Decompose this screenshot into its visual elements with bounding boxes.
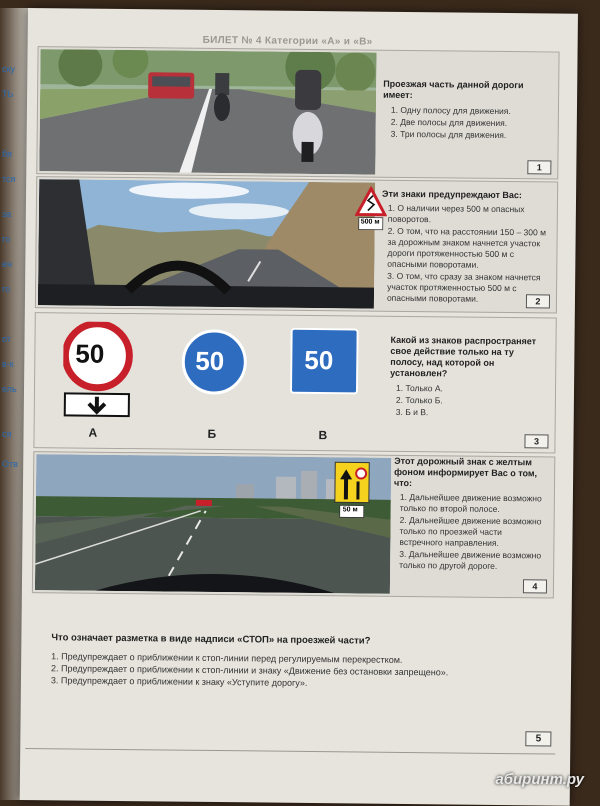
edge-fragment: тся <box>2 174 16 184</box>
edge-fragment: ску <box>2 64 16 74</box>
edge-fragment: бя <box>2 149 12 159</box>
edge-fragment: от <box>2 334 11 344</box>
answer-option[interactable]: 2. Только Б. <box>395 394 443 406</box>
sign-v <box>290 328 359 395</box>
answer-option[interactable]: 1. О наличии через 500 м опасных поворотов. <box>387 202 525 225</box>
distance-plate: 50 м <box>342 506 358 514</box>
edge-fragment: го <box>2 234 11 244</box>
edge-fragment: ель <box>2 384 17 394</box>
lane-info-sign <box>334 461 371 521</box>
question-3: Какой из знаков распространяет свое действие только на ту полосу, над которой он установлен? <box>390 334 537 379</box>
question-text-5 <box>51 632 542 691</box>
page-divider <box>25 748 555 755</box>
sign-b <box>181 329 248 396</box>
question-number: 1 <box>527 160 551 174</box>
answer-option[interactable]: 3. Три полосы для движения. <box>390 128 507 141</box>
answer-option[interactable]: 1. Предупреждает о приближении к стоп-линии перед регулируемым перекрестком. <box>51 651 403 665</box>
answer-option[interactable]: 2. О том, что на расстоянии 150 – 300 м за дорожным знаком начнется участок дороги протяженностью 500 м с опасными поворотами. <box>387 225 547 270</box>
label-b: Б <box>207 426 217 441</box>
question-card-1 <box>36 46 559 179</box>
sign-a <box>63 321 134 418</box>
answer-option[interactable]: 3. Дальнейшее движение возможно только по другой дороге. <box>399 548 542 571</box>
edge-fragment: Отв <box>2 459 18 469</box>
lane-speed-value: 50 <box>304 344 334 376</box>
question-number: 3 <box>524 434 548 448</box>
answer-option[interactable]: 3. Б и В. <box>395 406 429 418</box>
question-text-2 <box>381 189 552 307</box>
answer-option[interactable]: 3. Предупреждает о приближении к знаку «Уступите дорогу». <box>50 675 308 688</box>
road-photo-1 <box>39 49 376 175</box>
edge-fragment: ся <box>2 429 12 439</box>
book-page <box>20 8 578 806</box>
question-card-2 <box>35 176 558 313</box>
label-a: А <box>88 425 98 440</box>
speed-limit-value: 50 <box>75 338 105 369</box>
distance-plate: 500 м <box>360 218 380 226</box>
answer-option[interactable]: 1. Только А. <box>395 382 443 394</box>
question-5: Что означает разметка в виде надписи «СТОП» на проезжей части? <box>51 632 371 647</box>
answer-option[interactable]: 2. Дальнейшее движение возможно только по проезжей части встречного направления. <box>399 514 542 548</box>
answer-option[interactable]: 3. О том, что сразу за знаком начнется участок протяженностью 500 м с опасными поворотами. <box>386 270 541 304</box>
question-number: 4 <box>523 579 547 593</box>
edge-fragment: за <box>2 209 12 219</box>
watermark: абиринт.ру <box>495 771 584 788</box>
min-speed-value: 50 <box>195 345 225 377</box>
edge-fragment: в-к <box>2 359 14 369</box>
question-card-3 <box>33 312 556 453</box>
answer-option[interactable]: 2. Две полосы для движения. <box>390 116 508 129</box>
question-number: 2 <box>526 294 550 308</box>
question-2: Эти знаки предупреждают Вас: <box>382 188 522 201</box>
question-1: Проезжая часть данной дороги имеет: <box>383 78 524 101</box>
label-v: В <box>318 428 328 443</box>
answer-option[interactable]: 2. Предупреждает о приближении к стоп-линии и знаку «Движение без остановки запрещено». <box>51 663 449 678</box>
road-photo-2 <box>38 179 375 309</box>
edge-fragment: го <box>2 284 11 294</box>
question-text-4 <box>393 456 544 574</box>
question-text-1 <box>383 79 549 143</box>
edge-fragment: ТЬ <box>2 89 14 99</box>
question-4: Этот дорожный знак с желтым фоном информирует Вас о том, что: <box>393 455 538 489</box>
answer-option[interactable]: 1. Дальнейшее движение возможно только по второй полосе. <box>399 491 542 514</box>
answer-option[interactable]: 1. Одну полосу для движения. <box>390 104 511 117</box>
ticket-header: БИЛЕТ № 4 Категории «А» и «В» <box>202 34 373 48</box>
question-number: 5 <box>525 731 551 746</box>
question-text-3 <box>390 335 541 421</box>
question-card-4 <box>32 451 555 598</box>
edge-fragment: ен <box>2 259 12 269</box>
